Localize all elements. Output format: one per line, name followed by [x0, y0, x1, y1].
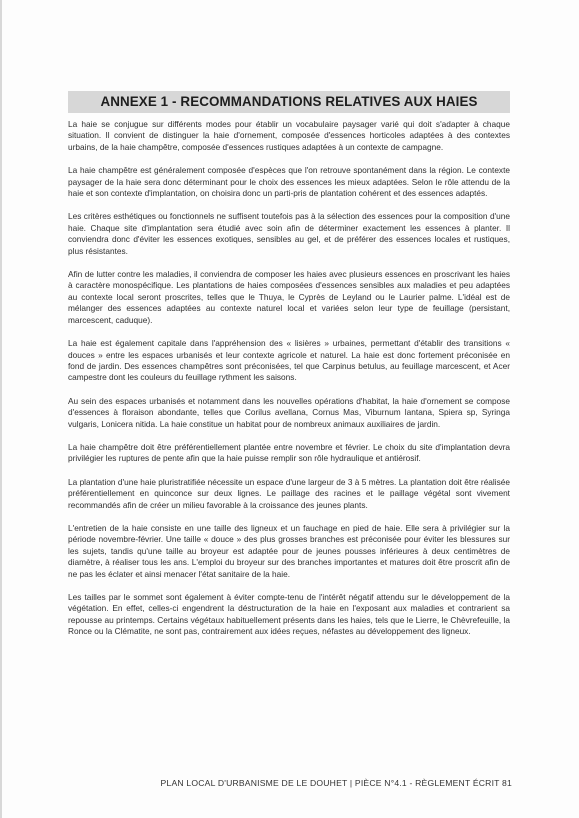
paragraph-plantation-largeur: La plantation d'une haie pluristratifiée nécessite un espace d'une largeur de 3 à 5 mètres. La plantation doit être réalisée préférentiellement en quinconce sur deux lignes. Le paillage des racines et le paillage végétal sont vivement recommandés afin de créer un milieu favorable à la croissance des jeunes plants.: [68, 476, 510, 510]
paragraph-criteres: Les critères esthétiques ou fonctionnels ne suffisent toutefois pas à la sélection des essences pour la composition d'une haie. Chaque site d'implantation sera étudié avec soin afin de déterminer exactement les essences à planter. Il conviendra donc d'éviter les essences exotiques, sensibles au gel, et de préférer des essences locales et rustiques, plus résistantes.: [68, 211, 510, 256]
paragraph-entretien: L'entretien de la haie consiste en une taille des ligneux et un fauchage en pied de haie. Elle sera à privilégier sur la période novembre-février. Une taille « douce » des plus grosses branches est préconisée pour éviter les blessures sur les sujets, tandis qu'une taille au broyeur est adaptée pour de jeunes pousses inférieures à deux centimètres de diamètre, à réaliser tous les ans. L'emploi du broyeur sur des branches importantes et matures doit être proscrit afin de ne pas les éclater et ainsi menacer l'état sanitaire de la haie.: [68, 522, 510, 579]
paragraph-haie-champetre: La haie champêtre est généralement composée d'espèces que l'on retrouve spontanément dans la région. Le contexte paysager de la haie sera donc déterminant pour le choix des essences les mieux adaptées. Selon le rôle attendu de la haie et son contexte d'implantation, on choisira donc un parti-pris de plantation cohérent et des essences adaptés.: [68, 165, 510, 199]
paragraph-maladies: Afin de lutter contre les maladies, il conviendra de composer les haies avec plusieurs essences en proscrivant les haies à caractère monospécifique. Les plantations de haies composées d'essences sensibles aux maladies et peu adaptées au contexte local seront proscrites, telles que le Thuya, le Cyprès de Leyland ou le Laurier palme. L'idéal est de mélanger des essences adaptées au contexte naturel local et variées selon leur type de feuillage (persistant, marcescent, caduque).: [68, 269, 510, 325]
annex-body: [68, 119, 510, 650]
paragraph-intro: La haie se conjugue sur différents modes pour établir un vocabulaire paysager varié qui doit s'adapter à chaque situation. Il convient de distinguer la haie d'ornement, composée d'essences horticoles adaptées à des contextes urbains, de la haie champêtre, composée d'essences rustiques adaptées à un contexte de campagne.: [68, 119, 510, 152]
paragraph-lisieres: La haie est également capitale dans l'appréhension des « lisières » urbaines, permettant d'établir des transitions « douces » entre les espaces urbanisés et leur contexte agricole et naturel. La haie est donc fortement préconisée en fond de jardin. Des essences champêtres sont préconisées, tel que Carpinus betulus, au feuillage marcescent, et Acer campestre dont les couleurs du feuillage rythment les saisons.: [68, 338, 510, 383]
paragraph-tailles: Les tailles par le sommet sont également à éviter compte-tenu de l'intérêt négatif attendu sur le développement de la végétation. En effet, celles-ci engendrent la déstructuration de la haie en l'exposant aux maladies et contrarient sa repousse au printemps. Certains végétaux habituellement présents dans les haies, tels que le Lierre, le Chèvrefeuille, la Ronce ou la Clématite, ne sont pas, contrairement aux idées reçues, néfastes au développement des ligneux.: [68, 592, 510, 637]
scan-edge-shadow: [0, 0, 2, 818]
paragraph-plantation-periode: La haie champêtre doit être préférentiellement plantée entre novembre et février. Le choix du site d'implantation devra privilégier les ruptures de pente afin que la haie puisse remplir son rôle hydraulique et antiérosif.: [68, 441, 510, 464]
paragraph-haie-ornement: Au sein des espaces urbanisés et notamment dans les nouvelles opérations d'habitat, la haie d'ornement se compose d'essences à floraison abondante, telles que Corilus avellana, Cornus Mas, Viburnum lantana, Spiera sp, Syringa vulgaris, Lonicera nitida. La haie constitue un habitat pour de nombreux animaux auxiliaires de jardin.: [68, 395, 510, 429]
page-footer: PLAN LOCAL D'URBANISME DE LE DOUHET | PIÈCE N°4.1 - RÈGLEMENT ÉCRIT 81: [160, 778, 512, 788]
page-title: ANNEXE 1 - RECOMMANDATIONS RELATIVES AUX HAIES: [100, 94, 478, 109]
